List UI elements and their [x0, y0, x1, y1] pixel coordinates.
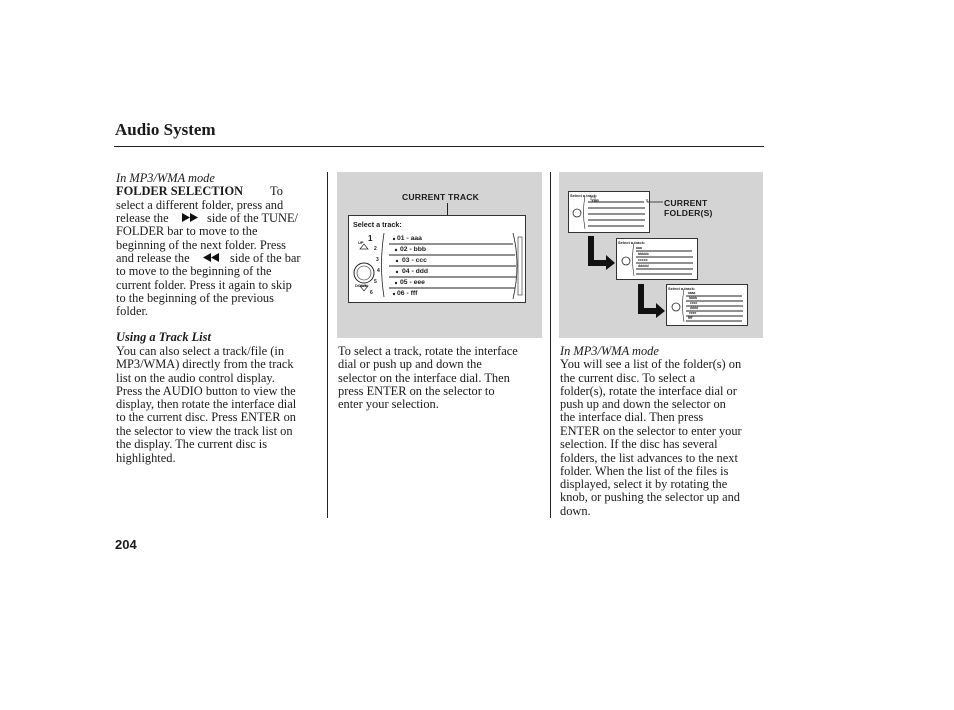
body-line: ENTER on the selector to enter your — [560, 424, 742, 438]
folder-row: bbbbb — [638, 252, 649, 256]
body-line: Press the AUDIO button to view the — [116, 384, 296, 398]
file-row: eeee — [689, 311, 697, 315]
body-line: You will see a list of the folder(s) on — [560, 357, 742, 371]
mode-label: In MP3/WMA mode — [560, 344, 659, 358]
folder-row: ccccc — [638, 258, 648, 262]
page-title: Audio System — [115, 120, 216, 139]
folder-selection-heading: FOLDER SELECTION — [116, 184, 244, 198]
body-line: the selector to view the track list on — [116, 424, 293, 438]
body-line: To — [270, 184, 283, 198]
body-line: selection. If the disc has several — [560, 437, 718, 451]
knob-up-label: UP — [358, 240, 364, 245]
body-line: knob, or pushing the selector up and — [560, 490, 740, 504]
body-line: folder. When the list of the files is — [560, 464, 729, 478]
body-line: display, then rotate the interface dial — [116, 397, 297, 411]
body-line: current folder. Press it again to skip — [116, 278, 292, 292]
body-line: select a different folder, press and — [116, 198, 284, 212]
column-divider-left — [327, 172, 328, 518]
body-line: MP3/WMA) directly from the track — [116, 357, 294, 371]
knob-down-label: DOWN — [355, 283, 368, 288]
track-row: 04 - ddd — [402, 268, 429, 275]
body-line: displayed, select it by rotating the — [560, 477, 728, 491]
disc-number: 5 — [374, 279, 377, 285]
body-line: enter your selection. — [338, 397, 439, 411]
current-track-callout: CURRENT TRACK — [402, 192, 480, 202]
body-line: folders, the list advances to the next — [560, 451, 738, 465]
file-row: ffff — [688, 316, 693, 320]
body-line: dial or push up and down the — [338, 357, 482, 371]
folder-screen-1-graphic — [568, 191, 664, 233]
screen-header: Select a track: — [618, 240, 646, 245]
body-line: FOLDER bar to move to the — [116, 224, 258, 238]
body-line: the display. The current disc is — [116, 437, 268, 451]
mode-label: In MP3/WMA mode — [116, 171, 215, 185]
body-line: highlighted. — [116, 451, 176, 465]
body-line: the current disc. To select a — [560, 371, 696, 385]
body-line: press ENTER on the selector to — [338, 384, 495, 398]
body-line: folder(s), rotate the interface dial or — [560, 384, 737, 398]
folder-screen-2-graphic — [616, 238, 698, 280]
step-arrow-icon — [586, 236, 616, 270]
folder-row: DIR — [592, 198, 599, 203]
screen-header: Select a track: — [570, 193, 598, 198]
current-folder-callout-line1: CURRENT — [664, 198, 708, 208]
body-line: list on the audio control display. — [116, 371, 275, 385]
screen-header: Select a track: — [668, 286, 696, 291]
body-line: side of the TUNE/ — [207, 211, 298, 225]
folder-row: ddddd — [638, 264, 649, 268]
body-line: To select a track, rotate the interface — [338, 344, 518, 358]
skip-forward-icon — [182, 213, 200, 222]
body-line: side of the bar — [230, 251, 301, 265]
track-row: 03 - ccc — [402, 257, 427, 264]
body-line: release the — [116, 211, 169, 225]
body-line: down. — [560, 504, 591, 518]
body-line: folder. — [116, 304, 148, 318]
track-list-heading: Using a Track List — [116, 330, 211, 344]
disc-number: 6 — [370, 290, 373, 296]
step-arrow-icon — [636, 284, 666, 318]
header-rule — [114, 146, 764, 147]
body-line: the interface dial. Then press — [560, 410, 704, 424]
folder-row: aaa — [636, 246, 642, 250]
body-line: to the current disc. Press ENTER on — [116, 410, 296, 424]
body-line: You can also select a track/file (in — [116, 344, 285, 358]
file-row: aaaa — [688, 291, 696, 295]
current-folder-callout-line2: FOLDER(S) — [664, 208, 713, 218]
body-line: push up and down the selector on — [560, 397, 726, 411]
track-row: 01 - aaa — [397, 235, 422, 242]
file-row: cccc — [690, 301, 698, 305]
disc-number: 1 — [368, 234, 373, 243]
body-line: beginning of the next folder. Press — [116, 238, 286, 252]
disc-number: 2 — [374, 246, 377, 252]
body-line: and release the — [116, 251, 190, 265]
column-divider-right — [550, 172, 551, 518]
track-list-graphic — [349, 229, 524, 301]
file-row: dddd — [690, 306, 699, 310]
disc-number: 3 — [376, 257, 379, 263]
folder-screen-3-graphic — [666, 284, 748, 326]
body-line: to the beginning of the previous — [116, 291, 274, 305]
track-row: 06 - fff — [397, 290, 418, 297]
screen-header: Select a track: — [353, 220, 402, 229]
file-row: bbbb — [689, 296, 698, 300]
track-row: 05 - eee — [400, 279, 425, 286]
disc-number: 4 — [377, 268, 380, 274]
track-row: 02 - bbb — [400, 246, 427, 253]
page-number: 204 — [115, 537, 137, 552]
skip-back-icon — [203, 253, 221, 262]
body-line: selector on the interface dial. Then — [338, 371, 510, 385]
body-line: to move to the beginning of the — [116, 264, 272, 278]
